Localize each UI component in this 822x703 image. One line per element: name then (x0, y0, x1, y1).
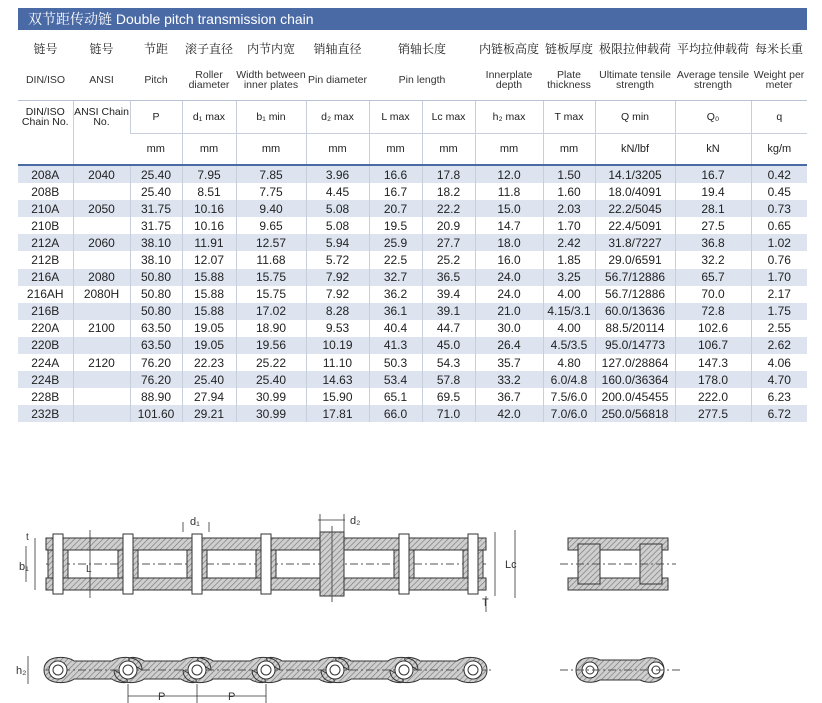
table-cell: 56.7/12886 (595, 269, 675, 286)
table-row (18, 200, 807, 217)
table-cell: 222.0 (675, 388, 751, 405)
header-cn-5: 销轴直径 (313, 42, 362, 56)
table-cell: 4.70 (751, 371, 807, 388)
table-row (18, 388, 807, 405)
symbol-11: Q₀ (675, 101, 751, 134)
table-cell: 216B (18, 303, 73, 320)
table-cell: 2120 (73, 354, 130, 371)
table-cell: 69.5 (422, 388, 475, 405)
header-en-2: Pitch (144, 74, 168, 86)
table-cell: 7.92 (306, 286, 369, 303)
chain-end-view-top (560, 538, 676, 590)
table-cell: 22.2 (422, 200, 475, 217)
table-cell: 25.40 (236, 371, 306, 388)
table-cell: 200.0/45455 (595, 388, 675, 405)
unit-4: mm (236, 134, 306, 166)
table-cell: 210B (18, 217, 73, 234)
table-row (18, 269, 807, 286)
table-cell: 250.0/56818 (595, 405, 675, 422)
chain-side-view (44, 657, 492, 682)
page-title: 双节距传动链 Double pitch transmission chain (18, 8, 807, 30)
table-cell: 50.80 (130, 286, 182, 303)
table-cell: 36.2 (369, 286, 422, 303)
table-row (18, 251, 807, 268)
symbol-2: P (130, 101, 182, 134)
table-cell: 178.0 (675, 371, 751, 388)
table-cell: 19.05 (182, 320, 236, 337)
unit-8: mm (475, 134, 543, 166)
table-cell: 56.7/12886 (595, 286, 675, 303)
table-cell: 1.02 (751, 234, 807, 251)
table-cell: 16.6 (369, 165, 422, 183)
table-cell: 66.0 (369, 405, 422, 422)
header-cn-6: 销轴长度 (398, 42, 447, 56)
table-cell: 76.20 (130, 371, 182, 388)
unit-9: mm (543, 134, 595, 166)
table-cell: 39.1 (422, 303, 475, 320)
table-cell: 0.42 (751, 165, 807, 183)
table-cell: 15.75 (236, 269, 306, 286)
header-cn-4: 内节内宽 (246, 42, 295, 56)
table-cell: 5.94 (306, 234, 369, 251)
header-cn-0: 链号 (33, 42, 58, 56)
table-cell: 2060 (73, 234, 130, 251)
table-cell: 1.70 (751, 269, 807, 286)
table-cell: 160.0/36364 (595, 371, 675, 388)
table-cell: 27.5 (675, 217, 751, 234)
table-cell: 17.02 (236, 303, 306, 320)
table-cell: 65.1 (369, 388, 422, 405)
table-cell: 2050 (73, 200, 130, 217)
table-cell: 33.2 (475, 371, 543, 388)
table-cell: 2040 (73, 165, 130, 183)
header-en-7: Innerplate depth (485, 69, 533, 91)
symbol-4: b₁ min (236, 101, 306, 134)
table-cell: 208A (18, 165, 73, 183)
table-cell: 6.23 (751, 388, 807, 405)
table-cell: 4.00 (543, 320, 595, 337)
table-cell: 63.50 (130, 337, 182, 354)
table-cell: 7.5/6.0 (543, 388, 595, 405)
table-cell: 1.60 (543, 183, 595, 200)
table-cell: 210A (18, 200, 73, 217)
table-cell: 88.5/20114 (595, 320, 675, 337)
symbol-12: q (751, 101, 807, 134)
table-cell: 18.90 (236, 320, 306, 337)
table-cell: 18.2 (422, 183, 475, 200)
unit-5: mm (306, 134, 369, 166)
unit-7: mm (422, 134, 475, 166)
table-cell: 101.60 (130, 405, 182, 422)
header-cn-8: 链板厚度 (545, 42, 594, 56)
table-cell: 7.0/6.0 (543, 405, 595, 422)
table-cell: 7.85 (236, 165, 306, 183)
table-cell: 216A (18, 269, 73, 286)
header-en-5: Pin diameter (308, 74, 367, 86)
table-cell: 35.7 (475, 354, 543, 371)
table-cell: 15.75 (236, 286, 306, 303)
table-cell: 3.25 (543, 269, 595, 286)
table-cell: 22.2/5045 (595, 200, 675, 217)
symbol-0: DIN/ISO Chain No. (18, 101, 73, 166)
table-cell: 10.16 (182, 200, 236, 217)
table-cell: 54.3 (422, 354, 475, 371)
table-cell (73, 388, 130, 405)
header-en-4: Width between inner plates (236, 69, 306, 91)
table-cell: 216AH (18, 286, 73, 303)
roller-side (399, 665, 409, 675)
table-cell: 4.80 (543, 354, 595, 371)
h2-label: h₂ (16, 665, 27, 677)
T-label: T (482, 597, 489, 609)
table-cell: 277.5 (675, 405, 751, 422)
table-cell: 19.05 (182, 337, 236, 354)
table-cell: 45.0 (422, 337, 475, 354)
table-row (18, 183, 807, 200)
table-cell: 15.88 (182, 303, 236, 320)
table-cell: 30.99 (236, 388, 306, 405)
pin-top (468, 534, 478, 594)
table-cell: 9.65 (236, 217, 306, 234)
table-cell: 0.76 (751, 251, 807, 268)
table-cell: 15.88 (182, 286, 236, 303)
table-cell: 36.1 (369, 303, 422, 320)
spec-table (18, 38, 807, 422)
unit-12: kg/m (751, 134, 807, 166)
header-cn-3: 滚子直径 (184, 42, 233, 56)
table-cell: 4.45 (306, 183, 369, 200)
header-en-9: Ultimate tensile strength (599, 69, 671, 91)
table-cell: 6.0/4.8 (543, 371, 595, 388)
table-cell: 30.99 (236, 405, 306, 422)
table-cell: 36.7 (475, 388, 543, 405)
header-cn-1: 链号 (89, 42, 114, 56)
table-cell: 19.56 (236, 337, 306, 354)
table-cell: 10.16 (182, 217, 236, 234)
table-cell: 2.62 (751, 337, 807, 354)
table-cell: 8.28 (306, 303, 369, 320)
table-cell: 65.7 (675, 269, 751, 286)
table-cell: 7.92 (306, 269, 369, 286)
table-cell: 38.10 (130, 234, 182, 251)
table-cell: 25.40 (130, 165, 182, 183)
header-cn-9: 极限拉伸载荷 (599, 42, 672, 56)
table-cell: 19.5 (369, 217, 422, 234)
table-cell: 11.10 (306, 354, 369, 371)
table-cell: 0.45 (751, 183, 807, 200)
table-cell (73, 217, 130, 234)
header-en-1: ANSI (89, 74, 114, 86)
table-row (18, 354, 807, 371)
table-cell: 25.9 (369, 234, 422, 251)
header-cn-10: 平均拉伸载荷 (677, 42, 750, 56)
table-cell: 2.55 (751, 320, 807, 337)
table-cell (73, 405, 130, 422)
table-cell: 8.51 (182, 183, 236, 200)
table-cell: 208B (18, 183, 73, 200)
table-cell: 228B (18, 388, 73, 405)
table-row (18, 165, 807, 183)
table-cell: 17.8 (422, 165, 475, 183)
roller-side (53, 665, 63, 675)
table-cell: 16.7 (675, 165, 751, 183)
table-cell: 19.4 (675, 183, 751, 200)
table-cell: 18.0/4091 (595, 183, 675, 200)
table-cell: 50.80 (130, 269, 182, 286)
symbol-8: h₂ max (475, 101, 543, 134)
L-label: L (86, 564, 92, 575)
table-cell: 25.40 (130, 183, 182, 200)
table-cell (73, 371, 130, 388)
header-cn-2: 节距 (143, 42, 168, 56)
pin-top (123, 534, 133, 594)
table-row (18, 405, 807, 422)
P-label-2: P (228, 691, 236, 703)
table-cell: 220A (18, 320, 73, 337)
symbol-1: ANSI Chain No. (73, 101, 130, 166)
table-cell: 28.1 (675, 200, 751, 217)
table-cell: 60.0/13636 (595, 303, 675, 320)
table-cell: 16.7 (369, 183, 422, 200)
table-cell: 39.4 (422, 286, 475, 303)
symbol-3: d₁ max (182, 101, 236, 134)
table-cell: 31.8/7227 (595, 234, 675, 251)
table-cell: 29.21 (182, 405, 236, 422)
pin-top (261, 534, 271, 594)
table-cell: 22.5 (369, 251, 422, 268)
table-cell: 22.23 (182, 354, 236, 371)
table-cell: 220B (18, 337, 73, 354)
table-cell: 1.75 (751, 303, 807, 320)
table-cell: 22.4/5091 (595, 217, 675, 234)
table-cell: 4.00 (543, 286, 595, 303)
d2-label: d₂ (350, 515, 361, 527)
table-cell: 2.42 (543, 234, 595, 251)
header-cn-7: 内链板高度 (479, 42, 540, 56)
table-cell: 32.7 (369, 269, 422, 286)
header-en-6: Pin length (398, 74, 446, 86)
table-cell: 25.2 (422, 251, 475, 268)
table-cell: 15.0 (475, 200, 543, 217)
header-en-0: DIN/ISO (25, 74, 66, 86)
table-cell: 1.70 (543, 217, 595, 234)
chain-top-view (46, 526, 486, 602)
table-cell: 9.53 (306, 320, 369, 337)
header-en-11: Weight per meter (753, 69, 805, 91)
table-cell: 72.8 (675, 303, 751, 320)
table-cell: 102.6 (675, 320, 751, 337)
table-cell (73, 303, 130, 320)
table-cell: 36.5 (422, 269, 475, 286)
table-cell: 41.3 (369, 337, 422, 354)
table-cell: 11.91 (182, 234, 236, 251)
table-cell: 5.08 (306, 200, 369, 217)
table-cell: 9.40 (236, 200, 306, 217)
table-cell: 3.96 (306, 165, 369, 183)
table-cell: 212A (18, 234, 73, 251)
table-cell: 212B (18, 251, 73, 268)
table-row (18, 320, 807, 337)
table-cell: 27.94 (182, 388, 236, 405)
chain-end-view-side (560, 658, 680, 683)
table-cell: 31.75 (130, 217, 182, 234)
table-cell: 7.95 (182, 165, 236, 183)
symbol-10: Q min (595, 101, 675, 134)
header-en-10: Average tensile strength (676, 69, 750, 91)
table-cell: 14.1/3205 (595, 165, 675, 183)
table-row (18, 217, 807, 234)
b1-label: b₁ (19, 561, 29, 573)
table-cell: 2.03 (543, 200, 595, 217)
table-cell: 21.0 (475, 303, 543, 320)
table-cell: 15.88 (182, 269, 236, 286)
unit-2: mm (130, 134, 182, 166)
table-cell: 14.7 (475, 217, 543, 234)
table-cell: 24.0 (475, 269, 543, 286)
table-cell: 36.8 (675, 234, 751, 251)
table-cell: 42.0 (475, 405, 543, 422)
table-cell: 12.0 (475, 165, 543, 183)
header-en-8: Plate thickness (547, 69, 591, 91)
table-cell: 127.0/28864 (595, 354, 675, 371)
table-row (18, 371, 807, 388)
table-cell: 63.50 (130, 320, 182, 337)
roller-side (261, 665, 271, 675)
unit-3: mm (182, 134, 236, 166)
table-cell: 50.80 (130, 303, 182, 320)
table-cell: 71.0 (422, 405, 475, 422)
table-row (18, 337, 807, 354)
roller-side (192, 665, 202, 675)
table-cell: 40.4 (369, 320, 422, 337)
d1-label: d₁ (190, 516, 200, 528)
table-cell: 11.8 (475, 183, 543, 200)
table-cell: 4.5/3.5 (543, 337, 595, 354)
unit-10: kN/lbf (595, 134, 675, 166)
table-cell: 224A (18, 354, 73, 371)
table-row (18, 286, 807, 303)
table-cell: 17.81 (306, 405, 369, 422)
chain-drawing (0, 500, 822, 703)
Lc-label: Lc (505, 559, 517, 571)
table-cell: 0.65 (751, 217, 807, 234)
unit-11: kN (675, 134, 751, 166)
table-cell: 1.50 (543, 165, 595, 183)
table-cell: 20.9 (422, 217, 475, 234)
table-cell: 31.75 (130, 200, 182, 217)
table-cell: 26.4 (475, 337, 543, 354)
table-cell: 7.75 (236, 183, 306, 200)
table-cell: 27.7 (422, 234, 475, 251)
table-cell: 44.7 (422, 320, 475, 337)
pin-top (53, 534, 63, 594)
table-cell: 15.90 (306, 388, 369, 405)
table-cell: 4.06 (751, 354, 807, 371)
table-cell (73, 251, 130, 268)
table-cell: 16.0 (475, 251, 543, 268)
table-cell: 106.7 (675, 337, 751, 354)
table-cell: 1.85 (543, 251, 595, 268)
table-cell: 24.0 (475, 286, 543, 303)
table-cell: 32.2 (675, 251, 751, 268)
table-cell: 4.15/3.1 (543, 303, 595, 320)
table-cell (73, 337, 130, 354)
roller-side (330, 665, 340, 675)
table-row (18, 234, 807, 251)
table-cell: 14.63 (306, 371, 369, 388)
table-cell: 88.90 (130, 388, 182, 405)
table-cell: 2080 (73, 269, 130, 286)
table-cell: 2080H (73, 286, 130, 303)
pin-top (399, 534, 409, 594)
symbol-5: d₂ max (306, 101, 369, 134)
symbol-6: L max (369, 101, 422, 134)
table-cell: 76.20 (130, 354, 182, 371)
unit-6: mm (369, 134, 422, 166)
table-cell: 95.0/14773 (595, 337, 675, 354)
table-cell: 5.08 (306, 217, 369, 234)
symbol-9: T max (543, 101, 595, 134)
pin-top (192, 534, 202, 594)
symbol-7: Lc max (422, 101, 475, 134)
table-cell: 30.0 (475, 320, 543, 337)
roller-side (468, 665, 478, 675)
header-cn-11: 每米长重 (755, 42, 804, 56)
table-cell: 25.40 (182, 371, 236, 388)
table-cell: 20.7 (369, 200, 422, 217)
table-cell (73, 183, 130, 200)
table-cell: 0.73 (751, 200, 807, 217)
table-cell: 29.0/6591 (595, 251, 675, 268)
table-cell: 2100 (73, 320, 130, 337)
table-cell: 70.0 (675, 286, 751, 303)
table-cell: 25.22 (236, 354, 306, 371)
P-label-1: P (158, 691, 166, 703)
table-cell: 5.72 (306, 251, 369, 268)
table-cell: 232B (18, 405, 73, 422)
table-cell: 38.10 (130, 251, 182, 268)
table-cell: 53.4 (369, 371, 422, 388)
header-en-3: Roller diameter (188, 69, 230, 91)
table-cell: 10.19 (306, 337, 369, 354)
table-cell: 6.72 (751, 405, 807, 422)
table-row (18, 303, 807, 320)
roller-side (123, 665, 133, 675)
table-cell: 224B (18, 371, 73, 388)
table-cell: 12.57 (236, 234, 306, 251)
table-cell: 147.3 (675, 354, 751, 371)
table-cell: 50.3 (369, 354, 422, 371)
table-cell: 57.8 (422, 371, 475, 388)
table-cell: 12.07 (182, 251, 236, 268)
t-label: t (26, 532, 29, 543)
table-cell: 2.17 (751, 286, 807, 303)
table-cell: 18.0 (475, 234, 543, 251)
table-cell: 11.68 (236, 251, 306, 268)
